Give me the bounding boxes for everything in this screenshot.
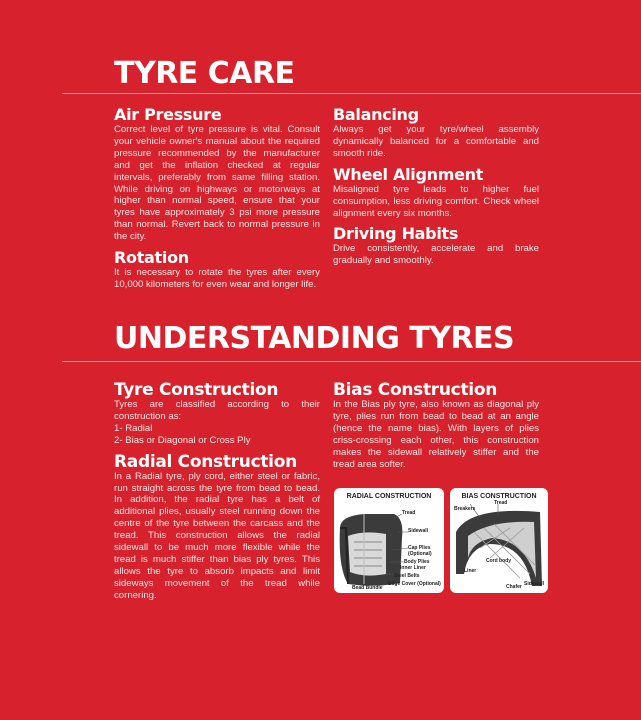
- understanding-tyres-divider: [62, 361, 641, 362]
- radial-construction-title: Radial Construction: [114, 451, 297, 472]
- balancing-title: Balancing: [333, 105, 419, 124]
- radial-figure-title: RADIAL CONSTRUCTION: [346, 493, 432, 500]
- air-pressure-title: Air Pressure: [114, 105, 222, 124]
- tyre-construction-item-radial: 1- Radial: [114, 422, 153, 434]
- radial-label-inner-liner: Inner Liner: [400, 565, 426, 571]
- air-pressure-body: Correct level of tyre pressure is vital. Consult your vehicle owner's manual about the required pressure recommended by the manufacturer and get the inflation checked at regular intervals, preferably from same filling station. While driving on highways or motorways at higher than normal speed, ensure that your tyres have approximately 3 psi more pressure than normal. Revert back to normal pressure in the city.: [114, 124, 320, 243]
- rotation-body: It is necessary to rotate the tyres after every 10,000 kilometers for even wear and longer life.: [114, 267, 320, 290]
- bias-label-tread: Tread: [494, 500, 508, 506]
- bias-label-sidewall: Sidewall: [524, 581, 545, 587]
- wheel-alignment-title: Wheel Alignment: [333, 164, 484, 184]
- construction-figures: [334, 488, 548, 593]
- tyre-construction-item-bias: 2- Bias or Diagonal or Cross Ply: [114, 434, 251, 446]
- tyre-care-divider: [62, 93, 641, 94]
- tyre-care-left-column: [114, 106, 320, 297]
- radial-construction-body: In a Radial tyre, ply cord, either steel or fabric, run straight across the tyre from bead to bead. In addition, the radial tyre has a belt of additional plies, usually steel running down the centre of the tyre between the carcass and the tread. This construction allows the radial sidewall to be much more flexible while the tread is much stiffer than bias ply tyres. This allows the tyre to absorb impacts and limit sideways movement of the tread while cornering.: [114, 470, 320, 601]
- radial-label-sidewall: Sidewall: [408, 528, 429, 534]
- radial-label-body-plies: Body Plies: [404, 559, 430, 565]
- tyre-care-right-column: [333, 106, 539, 273]
- bias-label-liner: Liner: [464, 568, 477, 574]
- balancing-body: Always get your tyre/wheel assembly dynamically balanced for a comfortable and smooth ride.: [333, 124, 539, 159]
- radial-label-cap-plies: Cap Plies (Optional): [408, 545, 432, 557]
- understanding-tyres-heading: UNDERSTANDING TYRES: [114, 321, 515, 356]
- wheel-alignment-body: Misaligned tyre leads to higher fuel consumption, less driving comfort. Check wheel alignment every six months.: [333, 183, 539, 219]
- tyre-construction-body: Tyres are classified according to their construction as:: [114, 399, 320, 422]
- radial-construction-figure: [334, 488, 444, 593]
- rotation-title: Rotation: [114, 248, 189, 268]
- radial-label-edge-cover: Edge Cover (Optional): [388, 581, 441, 587]
- bias-construction-figure: [450, 488, 548, 593]
- radial-label-steel-belts: Steel Belts: [394, 573, 420, 579]
- bias-label-breakers: Breakers: [454, 506, 476, 512]
- understanding-left-column: [114, 381, 320, 608]
- bias-construction-title: Bias Construction: [333, 380, 497, 400]
- bias-label-cord-body: Cord body: [486, 558, 511, 564]
- driving-habits-title: Driving Habits: [333, 224, 459, 244]
- tyre-construction-title: Tyre Construction: [114, 380, 279, 400]
- understanding-right-column: [333, 381, 539, 476]
- bias-label-chafer: Chafer: [506, 584, 522, 590]
- radial-tyre-illustration: [334, 488, 444, 593]
- radial-label-tread: Tread: [402, 510, 416, 516]
- tyre-care-heading: TYRE CARE: [114, 56, 295, 91]
- bias-construction-body: In the Bias ply tyre, also known as diagonal ply tyre, plies run from bead to bead at an angle (hence the name bias). With layers of plies criss-crossing each other, this construction makes the sidewall relatively stiffer and the tread area softer.: [333, 399, 539, 470]
- bias-figure-title: BIAS CONSTRUCTION: [461, 493, 537, 500]
- radial-label-bead-bundle: Bead Bundle: [352, 585, 383, 591]
- driving-habits-body: Drive consistently, accelerate and brake gradually and smoothly.: [333, 243, 539, 267]
